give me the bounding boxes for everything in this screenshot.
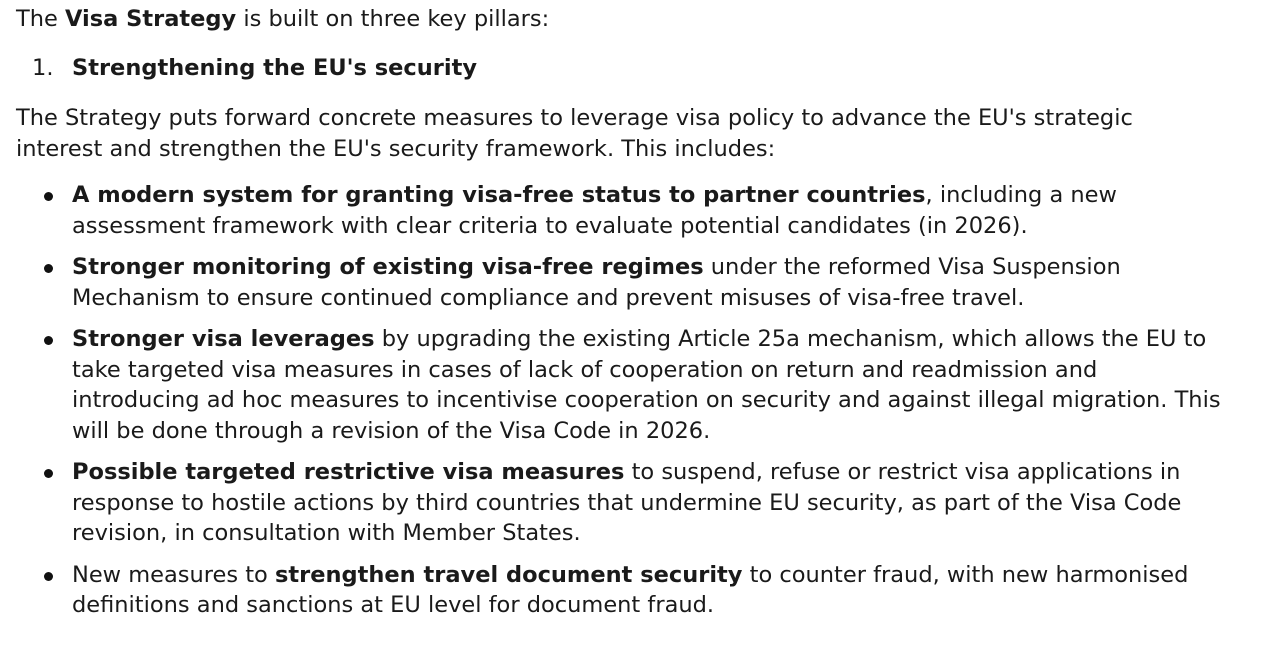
measure-bold-text: Stronger monitoring of existing visa-free regimes: [72, 254, 704, 280]
pillar-heading: Strengthening the EU's security: [72, 54, 478, 81]
measures-list: [16, 180, 1264, 621]
list-item: [16, 252, 1222, 313]
measure-text-after: under the reformed Visa Suspension Mechanism to ensure continued compliance and prevent misuses of visa-free travel.: [72, 254, 1121, 311]
measure-bold-text: strengthen travel document security: [274, 561, 743, 588]
measure-text-after: to suspend, refuse or restrict visa applications in response to hostile actions by third countries that undermine EU security, as part of the Visa Code revision, in consultation with Member States.: [72, 459, 1182, 546]
pillar-list: [16, 53, 1264, 84]
measure-text-before: New measures to: [72, 561, 275, 588]
bullet-icon: [44, 336, 53, 345]
pillar-item: [16, 53, 1264, 84]
list-item: [16, 324, 1222, 446]
measure-text-after: by upgrading the existing Article 25a mechanism, which allows the EU to take targeted visa measures in cases of lack of cooperation on return and readmission and introducing ad hoc measures to incentivise cooperation on security and against illegal migration. This will be done through a revision of the Visa Code in 2026.: [72, 326, 1221, 444]
measure-text-after: to counter fraud, with new harmonised definitions and sanctions at EU level for document fraud.: [72, 561, 1189, 618]
intro-text-after: is built on three key pillars:: [236, 6, 550, 32]
measure-bold-text: Possible targeted restrictive visa measures: [72, 459, 625, 485]
bullet-icon: [44, 469, 53, 478]
lead-paragraph: The Strategy puts forward concrete measures to leverage visa policy to advance the EU's strategic interest and strengthen the EU's security framework. This includes:: [16, 105, 1133, 162]
pillar-number: 1.: [32, 54, 54, 81]
bullet-icon: [44, 572, 53, 581]
measure-text-after: , including a new assessment framework with clear criteria to evaluate potential candidates (in 2026).: [72, 182, 1117, 239]
intro-bold-term: Visa Strategy: [65, 6, 237, 32]
intro-text-before: The: [16, 6, 65, 32]
intro-paragraph: [16, 4, 1264, 35]
measure-bold-text: Stronger visa leverages: [72, 326, 375, 352]
list-item: [16, 560, 1222, 621]
list-item: [16, 180, 1222, 241]
bullet-icon: [44, 264, 53, 273]
list-item: [16, 457, 1222, 549]
bullet-icon: [44, 192, 53, 201]
measure-bold-text: A modern system for granting visa-free status to partner countries: [72, 182, 926, 208]
